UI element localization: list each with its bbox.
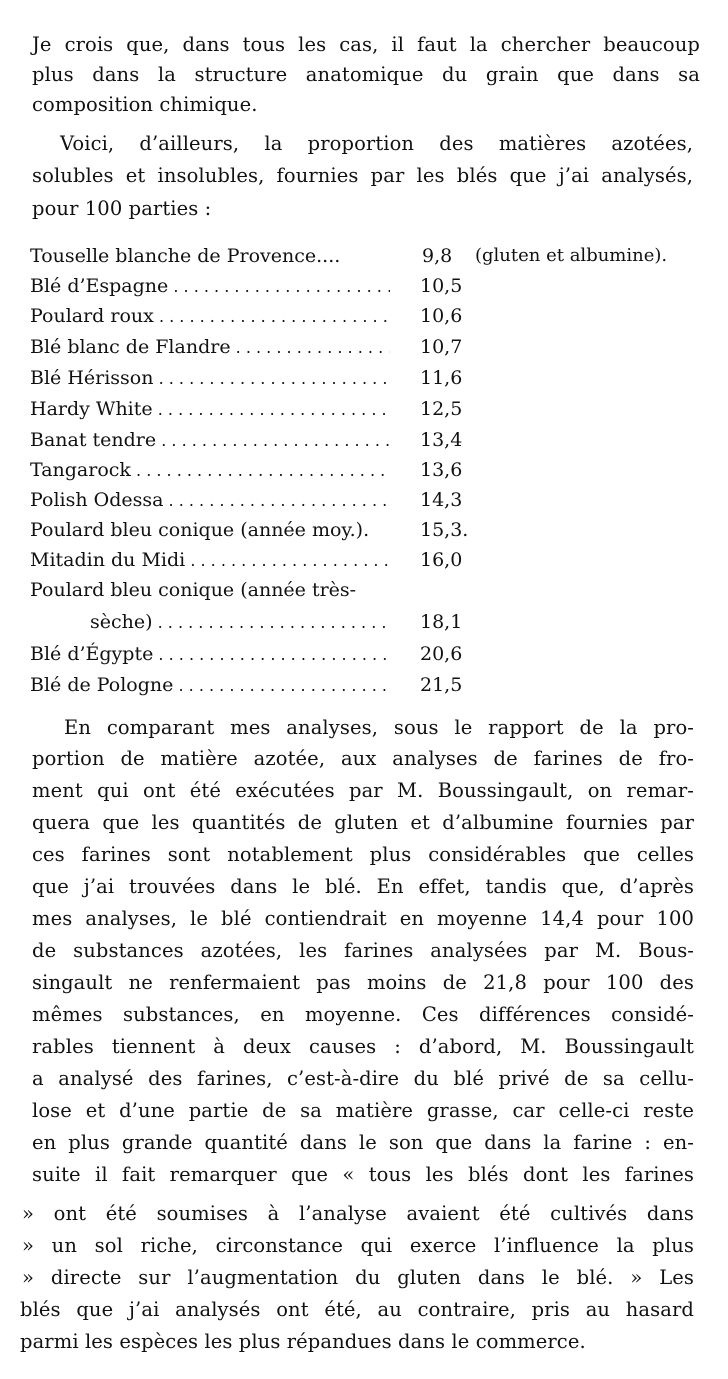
text-line: blés que j’ai analysés ont été, au contraire, pris au hasard: [20, 1298, 694, 1321]
table-cell-name: Poulard bleu conique (année moy.).: [30, 519, 370, 541]
table-row: [30, 395, 720, 423]
text-line: solubles et insolubles, fournies par les blés que j’ai analysés,: [32, 164, 693, 187]
text-line: rables tiennent à deux causes : d’abord, M. Boussingault: [32, 1035, 694, 1058]
table-cell-value: 10,6: [420, 305, 463, 327]
table-row: [30, 640, 720, 668]
table-row: [30, 302, 720, 330]
table-row: [30, 242, 720, 270]
table-row: [30, 426, 720, 454]
table-cell-value: 13,6: [420, 459, 463, 481]
table-cell-name: Touselle blanche de Provence....: [30, 245, 341, 267]
table-cell-name: Blé Hérisson . . .: [30, 364, 390, 393]
table-row: [30, 546, 720, 574]
table-cell-name: Blé d’Égypte . . .: [30, 640, 390, 669]
text-line: a analysé des farines, c’est-à-dire du blé privé de sa cellu-: [32, 1067, 694, 1090]
table-cell-value: 10,7: [420, 336, 463, 358]
table-cell-name: sèche) . . .: [90, 608, 390, 637]
table-row: [30, 364, 720, 392]
table-cell-name: Blé de Pologne . . .: [30, 671, 390, 700]
table-cell-value: 14,3: [420, 489, 463, 511]
table-cell-value: 15,3.: [420, 519, 469, 541]
text-line: que j’ai trouvées dans le blé. En effet, tandis que, d’après: [32, 875, 694, 898]
table-cell-value: 20,6: [420, 643, 463, 665]
text-line: ces farines sont notablement plus considérables que celles: [32, 843, 694, 866]
table-cell-value: 12,5: [420, 398, 463, 420]
table-cell-name: Tangarock . . .: [30, 456, 390, 485]
table-cell-value: 11,6: [420, 367, 463, 389]
table-cell-name: Mitadin du Midi . . .: [30, 546, 390, 575]
text-line: Je crois que, dans tous les cas, il faut la chercher beaucoup: [32, 33, 700, 56]
table-row: [30, 456, 720, 484]
table-cell-name: Poulard roux . . .: [30, 302, 390, 331]
text-line: ment qui ont été exécutées par M. Boussingault, on remar-: [32, 779, 694, 802]
text-line: plus dans la structure anatomique du grain que dans sa: [32, 63, 700, 86]
table-cell-value: 13,4: [420, 429, 463, 451]
table-cell-value: 16,0: [420, 549, 463, 571]
table-row: [30, 516, 720, 544]
text-line: suite il fait remarquer que « tous les blés dont les farines: [32, 1163, 694, 1186]
table-row: [90, 608, 720, 636]
table-cell-note: (gluten et albumine).: [475, 245, 668, 266]
text-line: lose et d’une partie de sa matière grasse, car celle-ci reste: [32, 1099, 694, 1122]
table-row: [30, 333, 720, 361]
text-line: pour 100 parties :: [32, 197, 212, 220]
text-line: quera que les quantités de gluten et d’albumine fournies par: [32, 811, 694, 834]
table-cell-value: 21,5: [420, 674, 463, 696]
text-line: En comparant mes analyses, sous le rapport de la pro-: [64, 716, 694, 739]
text-line: composition chimique.: [32, 93, 258, 116]
text-line: » directe sur l’augmentation du gluten dans le blé. » Les: [22, 1266, 694, 1289]
table-cell-name: Banat tendre . . .: [30, 426, 390, 455]
table-cell-name: Polish Odessa . . .: [30, 486, 390, 515]
text-line: parmi les espèces les plus répandues dans le commerce.: [20, 1330, 586, 1353]
text-line: de substances azotées, les farines analysées par M. Bous-: [32, 939, 694, 962]
text-line: singault ne renfermaient pas moins de 21,8 pour 100 des: [32, 971, 694, 994]
text-line: en plus grande quantité dans le son que dans la farine : en-: [32, 1131, 694, 1154]
text-line: mêmes substances, en moyenne. Ces différences considé-: [32, 1003, 694, 1026]
text-line: Voici, d’ailleurs, la proportion des matières azotées,: [60, 132, 693, 155]
table-row: [30, 486, 720, 514]
table-row: [30, 576, 720, 604]
table-cell-name: Blé blanc de Flandre . . .: [30, 333, 390, 362]
table-row: [30, 671, 720, 699]
text-line: » un sol riche, circonstance qui exerce l’influence la plus: [22, 1234, 694, 1257]
text-line: » ont été soumises à l’analyse avaient été cultivés dans: [22, 1202, 694, 1225]
table-cell-name: Poulard bleu conique (année très-: [30, 579, 357, 601]
table-cell-value: 9,8: [422, 245, 453, 267]
text-line: portion de matière azotée, aux analyses de farines de fro-: [32, 747, 694, 770]
text-line: mes analyses, le blé contiendrait en moyenne 14,4 pour 100: [32, 907, 694, 930]
table-row: [30, 272, 720, 300]
table-cell-name: Blé d’Espagne . . .: [30, 272, 390, 301]
table-cell-value: 18,1: [420, 611, 463, 633]
table-cell-name: Hardy White . . .: [30, 395, 390, 424]
table-cell-value: 10,5: [420, 275, 463, 297]
